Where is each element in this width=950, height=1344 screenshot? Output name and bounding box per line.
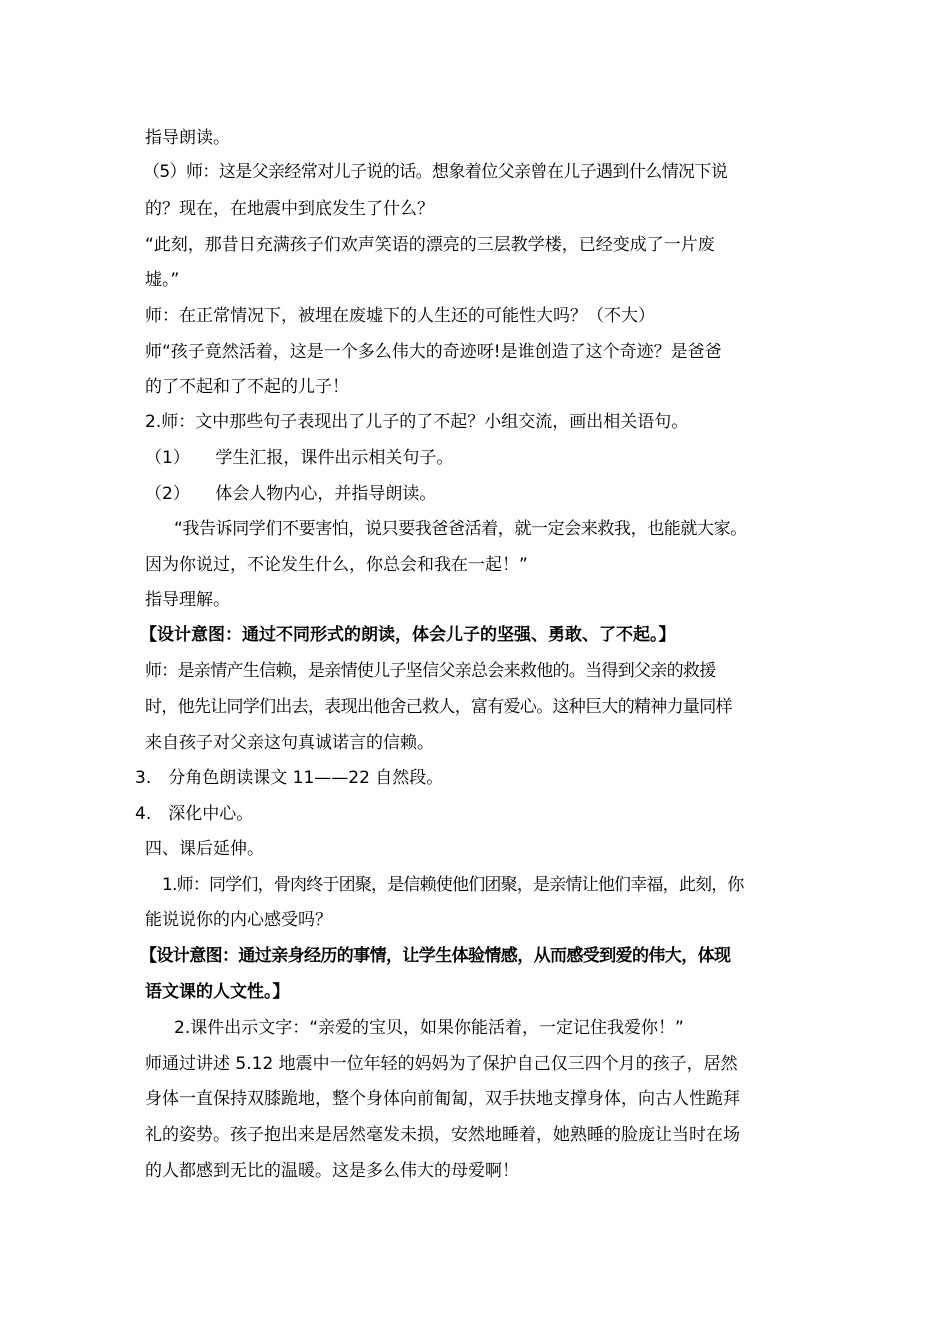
text-line: 指导朗读。 — [145, 128, 230, 148]
text-line: 2.师：文中那些句子表现出了儿子的了不起？小组交流，画出相关语句。 — [145, 412, 689, 432]
text-line: 因为你说过，不论发生什么，你总会和我在一起！” — [145, 555, 528, 575]
design-intent-note: 语文课的人文性。】 — [145, 982, 290, 1002]
text-line: 的？现在，在地震中到底发生了什么？ — [145, 199, 434, 219]
text-line: “我告诉同学们不要害怕，说只要我爸爸活着，就一定会来救我，也能就大家。 — [174, 519, 747, 539]
design-intent-note: 【设计意图：通过不同形式的朗读，体会儿子的坚强、勇敢、了不起。】 — [140, 625, 676, 645]
list-item: 3. 分角色朗读课文 11——22 自然段。 — [135, 768, 444, 788]
text-line: 师通过讲述 5.12 地震中一位年轻的妈妈为了保护自己仅三四个月的孩子，居然 — [145, 1054, 738, 1074]
text-line: （1） 学生汇报，课件出示相关句子。 — [145, 448, 454, 468]
text-line: 来自孩子对父亲这句真诚诺言的信赖。 — [145, 733, 434, 753]
text-line: 身体一直保持双膝跪地，整个身体向前匍匐，双手扶地支撑身体，向古人性跪拜 — [145, 1089, 740, 1109]
text-line: 师：在正常情况下，被埋在废墟下的人生还的可能性大吗？（不大） — [145, 306, 655, 326]
text-line: 1.师：同学们，骨肉终于团聚，是信赖使他们团聚，是亲情让他们幸福，此刻，你 — [162, 875, 744, 895]
text-line: 礼的姿势。孩子抱出来是居然毫发未损，安然地睡着，她熟睡的脸庞让当时在场 — [145, 1125, 740, 1145]
text-line: 的人都感到无比的温暖。这是多么伟大的母爱啊！ — [145, 1161, 519, 1181]
section-heading: 四、课后延伸。 — [145, 839, 264, 859]
text-line: （2） 体会人物内心，并指导朗读。 — [145, 484, 437, 504]
text-line: 墟。” — [145, 270, 180, 290]
list-item: 4. 深化中心。 — [135, 804, 254, 824]
design-intent-note: 【设计意图：通过亲身经历的事情，让学生体验情感，从而感受到爱的伟大，体现 — [140, 946, 731, 966]
text-line: 2.课件出示文字：“亲爱的宝贝，如果你能活着，一定记住我爱你！” — [174, 1018, 684, 1038]
text-line: （5）师：这是父亲经常对儿子说的话。想象着位父亲曾在儿子遇到什么情况下说 — [143, 162, 728, 182]
text-line: 时，他先让同学们出去，表现出他舍己救人，富有爱心。这种巨大的精神力量同样 — [145, 697, 732, 717]
text-line: 的了不起和了不起的儿子！ — [145, 377, 349, 397]
text-line: 指导理解。 — [145, 590, 230, 610]
text-line: 师：是亲情产生信赖，是亲情使儿子坚信父亲总会来救他的。当得到父亲的救援 — [145, 661, 716, 681]
text-line: “此刻，那昔日充满孩子们欢声笑语的漂亮的三层教学楼，已经变成了一片废 — [145, 235, 715, 255]
text-line: 能说说你的内心感受吗？ — [145, 910, 332, 930]
text-line: 师“孩子竟然活着，这是一个多么伟大的奇迹呀!是谁创造了这个奇迹？是爸爸 — [145, 342, 722, 362]
